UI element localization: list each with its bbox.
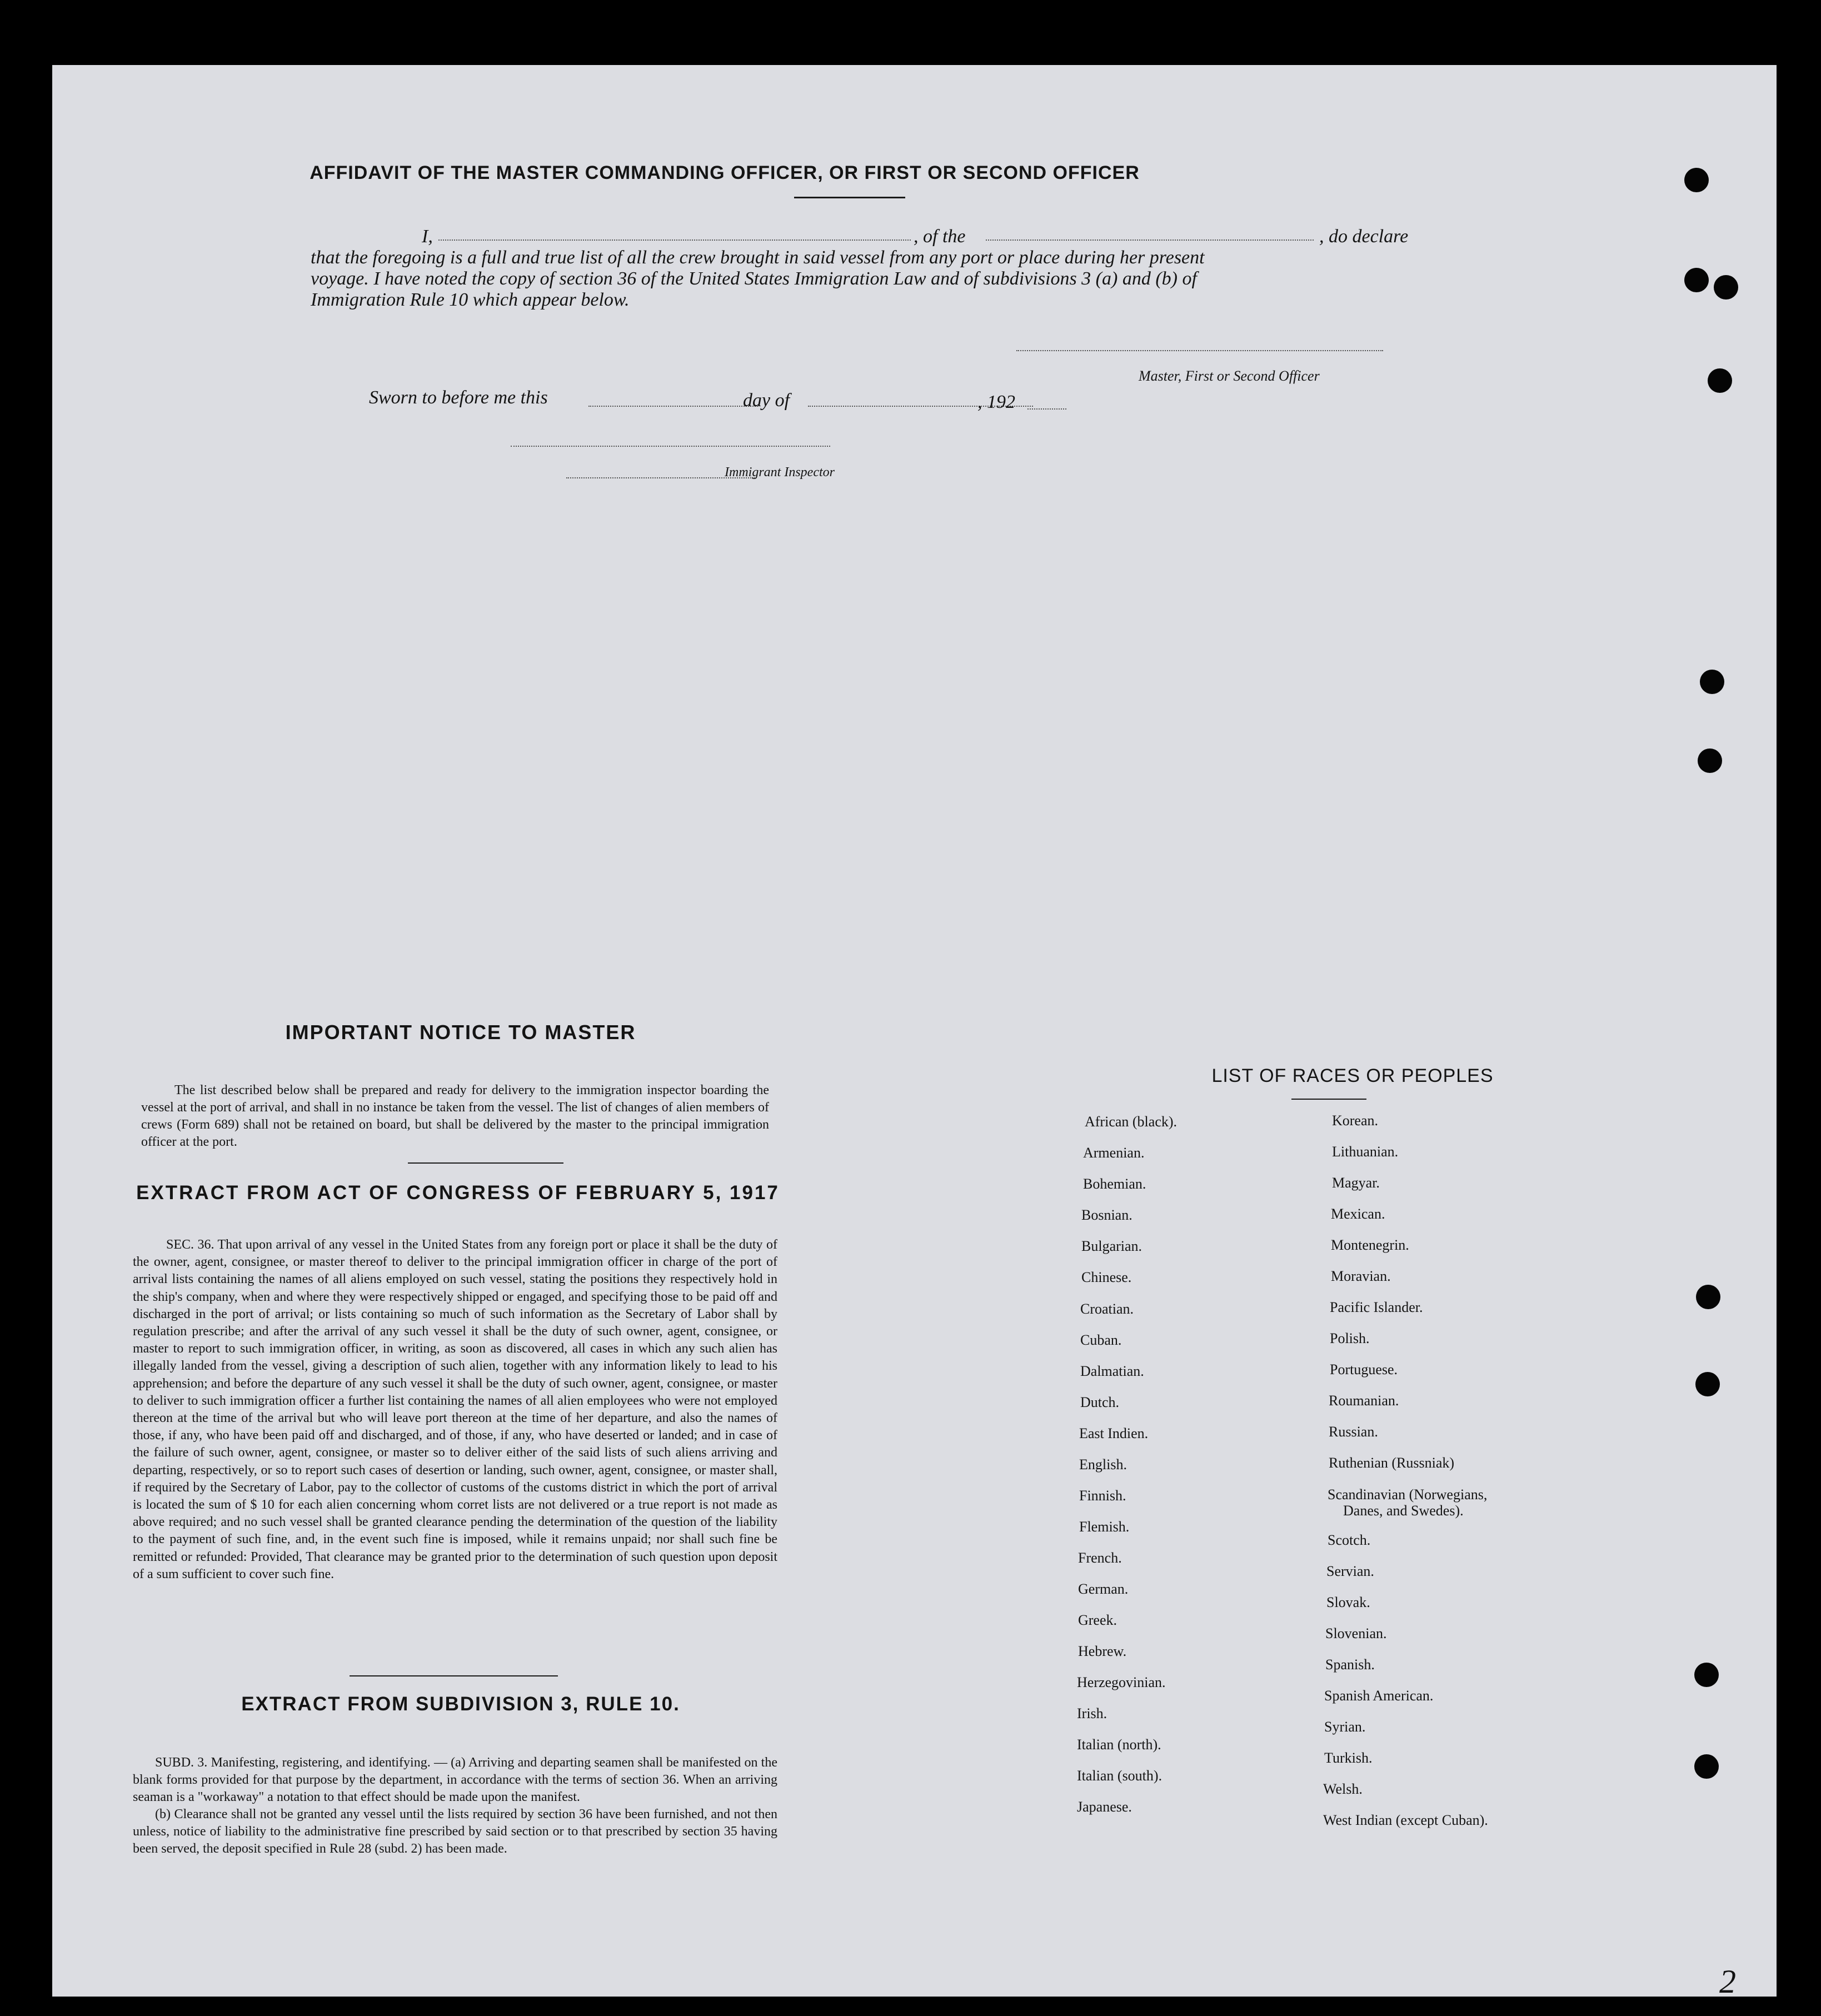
- punch-hole: [1695, 1372, 1720, 1396]
- race-item: Scotch.: [1328, 1532, 1371, 1548]
- race-item: Moravian.: [1331, 1268, 1391, 1284]
- race-item: Danes, and Swedes).: [1343, 1503, 1464, 1519]
- punch-hole: [1684, 268, 1709, 292]
- declaration-line: that the foregoing is a full and true list of all the crew brought in said vessel from any port or place during her present: [311, 247, 1205, 268]
- punch-hole: [1700, 670, 1724, 694]
- sworn-day-of: day of: [743, 390, 790, 411]
- race-item: Portuguese.: [1330, 1361, 1398, 1378]
- race-item: Servian.: [1326, 1563, 1374, 1579]
- race-item: Bosnian.: [1081, 1207, 1132, 1223]
- page-mark: 2: [1719, 1963, 1736, 1997]
- race-item: Finnish.: [1079, 1488, 1126, 1504]
- race-item: Dalmatian.: [1080, 1363, 1144, 1379]
- master-signature-field[interactable]: [1016, 350, 1383, 351]
- race-item: East Indien.: [1079, 1425, 1149, 1441]
- declarant-name-field[interactable]: [438, 239, 911, 241]
- title-underline: [794, 197, 905, 198]
- vessel-name-field[interactable]: [986, 239, 1314, 241]
- race-item: Dutch.: [1080, 1394, 1120, 1410]
- race-item: Scandinavian (Norwegians,: [1328, 1486, 1488, 1503]
- punch-hole: [1708, 368, 1732, 393]
- race-item: Ruthenian (Russniak): [1329, 1455, 1455, 1471]
- race-item: Pacific Islander.: [1330, 1299, 1423, 1315]
- race-item: Chinese.: [1081, 1269, 1132, 1285]
- punch-hole: [1684, 168, 1709, 192]
- race-item: Roumanian.: [1329, 1393, 1399, 1409]
- form-page: [52, 65, 1777, 1997]
- race-item: Cuban.: [1080, 1332, 1122, 1348]
- vessel-prefix: , of the: [914, 226, 966, 247]
- race-item: French.: [1078, 1550, 1122, 1566]
- race-item: Croatian.: [1080, 1301, 1134, 1317]
- race-item: Korean.: [1332, 1112, 1379, 1129]
- race-item: Greek.: [1078, 1612, 1117, 1628]
- declarant-prefix: I,: [422, 226, 433, 247]
- race-item: Syrian.: [1324, 1719, 1366, 1735]
- affidavit-body: [311, 226, 1411, 311]
- rule-extract-body: [133, 1754, 777, 1858]
- race-item: Flemish.: [1079, 1519, 1130, 1535]
- races-heading: LIST OF RACES OR PEOPLES: [1211, 1065, 1494, 1086]
- rule-extract-heading: EXTRACT FROM SUBDIVISION 3, RULE 10.: [241, 1693, 680, 1715]
- sworn-day-field[interactable]: [588, 406, 758, 407]
- punch-hole: [1694, 1663, 1719, 1687]
- race-item: Armenian.: [1083, 1145, 1145, 1161]
- race-item: Russian.: [1329, 1424, 1378, 1440]
- race-item: Japanese.: [1077, 1799, 1132, 1815]
- race-item: Herzegovinian.: [1077, 1674, 1166, 1690]
- notice-text: The list described below shall be prepared and ready for delivery to the immigration inspector boarding the vessel at the port of arrival, and shall in no instance be taken from the vessel. The list of changes of alien members of crews (Form 689) shall not be retained on board, but shall be delivered by the master to the principal immigration officer at the port.: [141, 1083, 769, 1149]
- race-item: Magyar.: [1332, 1175, 1380, 1191]
- section-divider: [350, 1675, 558, 1676]
- race-item: Bulgarian.: [1081, 1238, 1143, 1254]
- race-item: African (black).: [1085, 1114, 1178, 1130]
- races-underline: [1291, 1099, 1366, 1100]
- race-item: Irish.: [1077, 1705, 1107, 1721]
- declaration-line: voyage. I have noted the copy of section 36 of the United States Immigration Law and of subdivisions 3 (a) and (b) of: [311, 268, 1197, 289]
- sworn-year: , 192: [977, 392, 1015, 412]
- punch-hole: [1694, 1754, 1719, 1779]
- race-item: Slovak.: [1326, 1594, 1370, 1610]
- race-item: Lithuanian.: [1332, 1144, 1399, 1160]
- punch-hole: [1698, 748, 1722, 773]
- rule-paragraph-a: SUBD. 3. Manifesting, registering, and identifying. — (a) Arriving and departing seamen shall be manifested on the blank forms provided for that purpose by the department, in accordance with the terms of section 36. When an arriving seaman is a "workaway" a notation to that effect should be made upon the manifest.: [133, 1755, 777, 1804]
- affidavit-title: AFFIDAVIT OF THE MASTER COMMANDING OFFICER, OR FIRST OR SECOND OFFICER: [310, 162, 1140, 183]
- race-item: English.: [1079, 1456, 1127, 1473]
- race-item: Spanish American.: [1324, 1688, 1434, 1704]
- notice-heading: IMPORTANT NOTICE TO MASTER: [285, 1021, 636, 1044]
- race-item: Italian (south).: [1077, 1768, 1163, 1784]
- race-item: Turkish.: [1324, 1750, 1373, 1766]
- sworn-prefix: Sworn to before me this: [369, 387, 548, 408]
- declaration-line: [311, 226, 1411, 247]
- rule-paragraph-b: (b) Clearance shall not be granted any vessel until the lists required by section 36 have been furnished, and not then unless, notice of liability to the administrative fine prescribed by said section or to that prescribed by section 35 having been served, the deposit specified in Rule 28 (subd. 2) has been made.: [133, 1807, 777, 1856]
- declare-suffix: , do declare: [1319, 226, 1409, 247]
- inspector-label: Immigrant Inspector: [725, 465, 835, 480]
- declaration-line: Immigration Rule 10 which appear below.: [311, 290, 630, 310]
- race-item: Polish.: [1330, 1330, 1370, 1346]
- act-extract-text: SEC. 36. That upon arrival of any vessel in the United States from any foreign port or place it shall be the duty of the owner, agent, consignee, or master thereof to deliver to the principal immigration officer in charge of the port of arrival lists containing the names of all aliens employed on such vessel, stating the positions they respectively hold in the ship's company, when and where they were respectively shipped or engaged, and specifying those to be paid off and discharged in the port of arrival; or lists containing so much of such information as the Secretary of Labor shall by regulation prescribe; and after the arrival of any such vessel it shall be the duty of such owner, agent, consignee, or master to report to such immigration officer, in writing, as soon as discovered, all cases in which any such alien has illegally landed from the vessel, giving a description of such alien, together with any information likely to lead to his apprehension; and before the departure of any such vessel it shall be the duty of such owner, agent, consignee, or master to deliver to such immigration officer a further list containing the names of all alien employees who were not employed thereon at the time of the arrival but who will leave port thereon at the time of her departure, and also the names of those, if any, who have been paid off and discharged, and of those, if any, who have deserted or landed; and in case of the failure of such owner, agent, consignee, or master so to deliver either of the said lists of such aliens arriving and departing, respectively, or so to report such cases of desertion or landing, such owner, agent, consignee, or master shall, if required by the Secretary of Labor, pay to the collector of customs of the customs district in which the port of arrival is located the sum of $ 10 for each alien concerning whom corret lists are not delivered or a true report is not made as above required; and no such vessel shall be granted clearance pending the determination of the question of the liability to the payment of such fine, and, in the event such fine is imposed, while it remains unpaid; nor shall such fine be remitted or refunded: Provided, That clearance may be granted prior to the determination of such question upon deposit of a sum sufficient to cover such fine.: [133, 1237, 777, 1581]
- race-item: Bohemian.: [1083, 1176, 1146, 1192]
- inspector-signature-field[interactable]: [511, 446, 830, 447]
- sworn-year-field[interactable]: [1027, 408, 1066, 410]
- race-item: Welsh.: [1323, 1781, 1363, 1797]
- race-item: Spanish.: [1325, 1656, 1375, 1673]
- race-item: Montenegrin.: [1331, 1237, 1409, 1253]
- master-signature-label: Master, First or Second Officer: [1139, 368, 1320, 384]
- race-item: Slovenian.: [1325, 1625, 1387, 1641]
- race-item: Hebrew.: [1078, 1643, 1127, 1659]
- act-extract-heading: EXTRACT FROM ACT OF CONGRESS OF FEBRUARY 5, 1917: [136, 1182, 780, 1204]
- punch-hole: [1714, 275, 1738, 300]
- punch-hole: [1696, 1285, 1720, 1309]
- race-item: German.: [1078, 1581, 1129, 1597]
- race-item: West Indian (except Cuban).: [1323, 1812, 1488, 1828]
- section-divider: [408, 1162, 563, 1164]
- race-item: Mexican.: [1331, 1206, 1385, 1222]
- race-item: Italian (north).: [1077, 1736, 1161, 1753]
